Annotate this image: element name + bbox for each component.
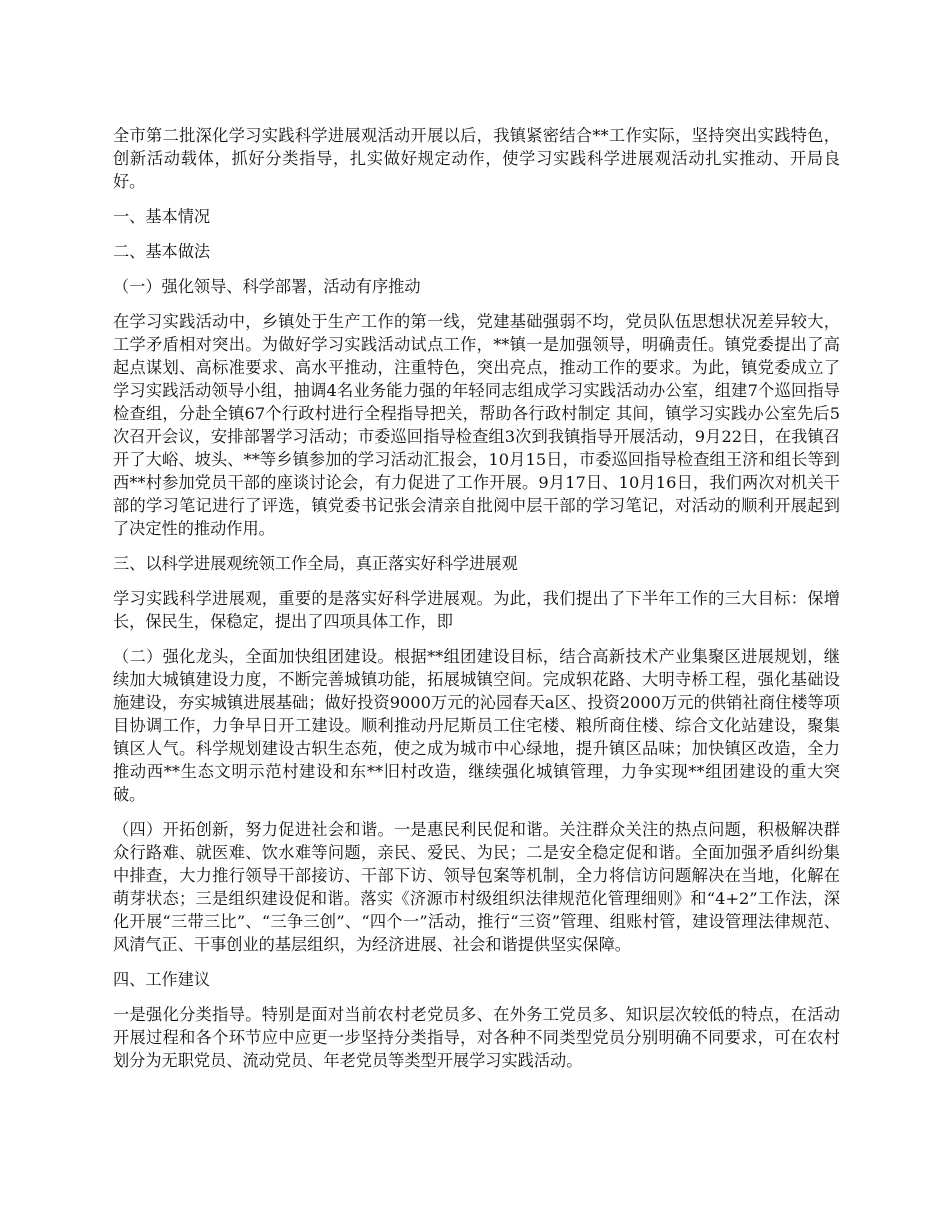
section-heading-work-suggestions: 四、工作建议 xyxy=(113,970,211,989)
subsection-heading-leadership: （一）强化领导、科学部署，活动有序推动 xyxy=(113,277,421,296)
intro-paragraph: 全市第二批深化学习实践科学进展观活动开展以后，我镇紧密结合**工作实际，坚持突出实践特色，创新活动载体，抓好分类指导，扎实做好规定动作，使学习实践科学进展观活动扎实推动、开局良好。 xyxy=(113,126,840,191)
section-heading-basic-methods: 二、基本做法 xyxy=(113,242,211,261)
section-heading-scientific-development: 三、以科学进展观统领工作全局，真正落实好科学进展观 xyxy=(113,554,518,573)
leadership-paragraph: 在学习实践活动中，乡镇处于生产工作的第一线，党建基础强弱不均，党员队伍思想状况差异较大，工学矛盾相对突出。为做好学习实践活动试点工作，**镇一是加强领导，明确责任。镇党委提出了高起点谋划、高标准要求、高水平推动，注重特色，突出亮点，推动工作的要求。为此，镇党委成立了学习实践活动领导小组，抽调4名业务能力强的年轻同志组成学习实践活动办公室，组建7个巡回指导检查组，分赴全镇67个行政村进行全程指导把关，帮助各行政村制定 其间，镇学习实践办公室先后5次召开会议，安排部署学习活动；市委巡回指导检查组3次到我镇指导开展活动，9月22日，在我镇召开了大峪、坡头、**等乡镇参加的学习活动汇报会，10月15日，市委巡回指导检查组王济和组长等到西**村参加党员干部的座谈讨论会，有力促进了工作开展。9月17日、10月16日，我们两次对机关干部的学习笔记进行了评选，镇党委书记张会清亲自批阅中层干部的学习笔记，对活动的顺利开展起到了决定性的推动作用。 xyxy=(113,312,840,538)
section-heading-basic-situation: 一、基本情况 xyxy=(113,207,211,226)
group-construction-paragraph: （二）强化龙头，全面加快组团建设。根据**组团建设目标，结合高新技术产业集聚区进展规划，继续加大城镇建设力度，不断完善城镇功能，拓展城镇空间。完成轵花路、大明寺桥工程，强化基础设施建设，夯实城镇进展基础；做好投资9000万元的沁园春天a区、投资2000万元的供销社商住楼等项目协调工作，力争早日开工建设。顺利推动丹尼斯员工住宅楼、粮所商住楼、综合文化站建设，聚集镇区人气。科学规划建设古轵生态苑，使之成为城市中心绿地，提升镇区品味；加快镇区改造，全力推动西**生态文明示范村建设和东**旧村改造，继续强化城镇管理，力争实现**组团建设的重大突破。 xyxy=(113,647,840,804)
goals-paragraph: 学习实践科学进展观，重要的是落实好科学进展观。为此，我们提出了下半年工作的三大目标：保增长，保民生，保稳定，提出了四项具体工作，即 xyxy=(113,589,840,631)
social-harmony-paragraph: （四）开拓创新，努力促进社会和谐。一是惠民利民促和谐。关注群众关注的热点问题，积极解决群众行路难、就医难、饮水难等问题，亲民、爱民、为民；二是安全稳定促和谐。全面加强矛盾纠纷集中排查，大力推行领导干部接访、干部下访、领导包案等机制，全力将信访问题解决在当地，化解在萌芽状态；三是组织建设促和谐。落实《济源市村级组织法律规范化管理细则》和“4+2”工作法，深化开展“三带三比”、“三争三创”、“四个一”活动，推行“三资”管理、组账村管，建设管理法律规范、风清气正、干事创业的基层组织，为经济进展、社会和谐提供坚实保障。 xyxy=(113,820,840,954)
suggestions-paragraph: 一是强化分类指导。特别是面对当前农村老党员多、在外务工党员多、知识层次较低的特点，在活动开展过程和各个环节应中应更一步坚持分类指导，对各种不同类型党员分别明确不同要求，可在农村划分为无职党员、流动党员、年老党员等类型开展学习实践活动。 xyxy=(113,1005,840,1070)
document-body xyxy=(113,124,840,1084)
